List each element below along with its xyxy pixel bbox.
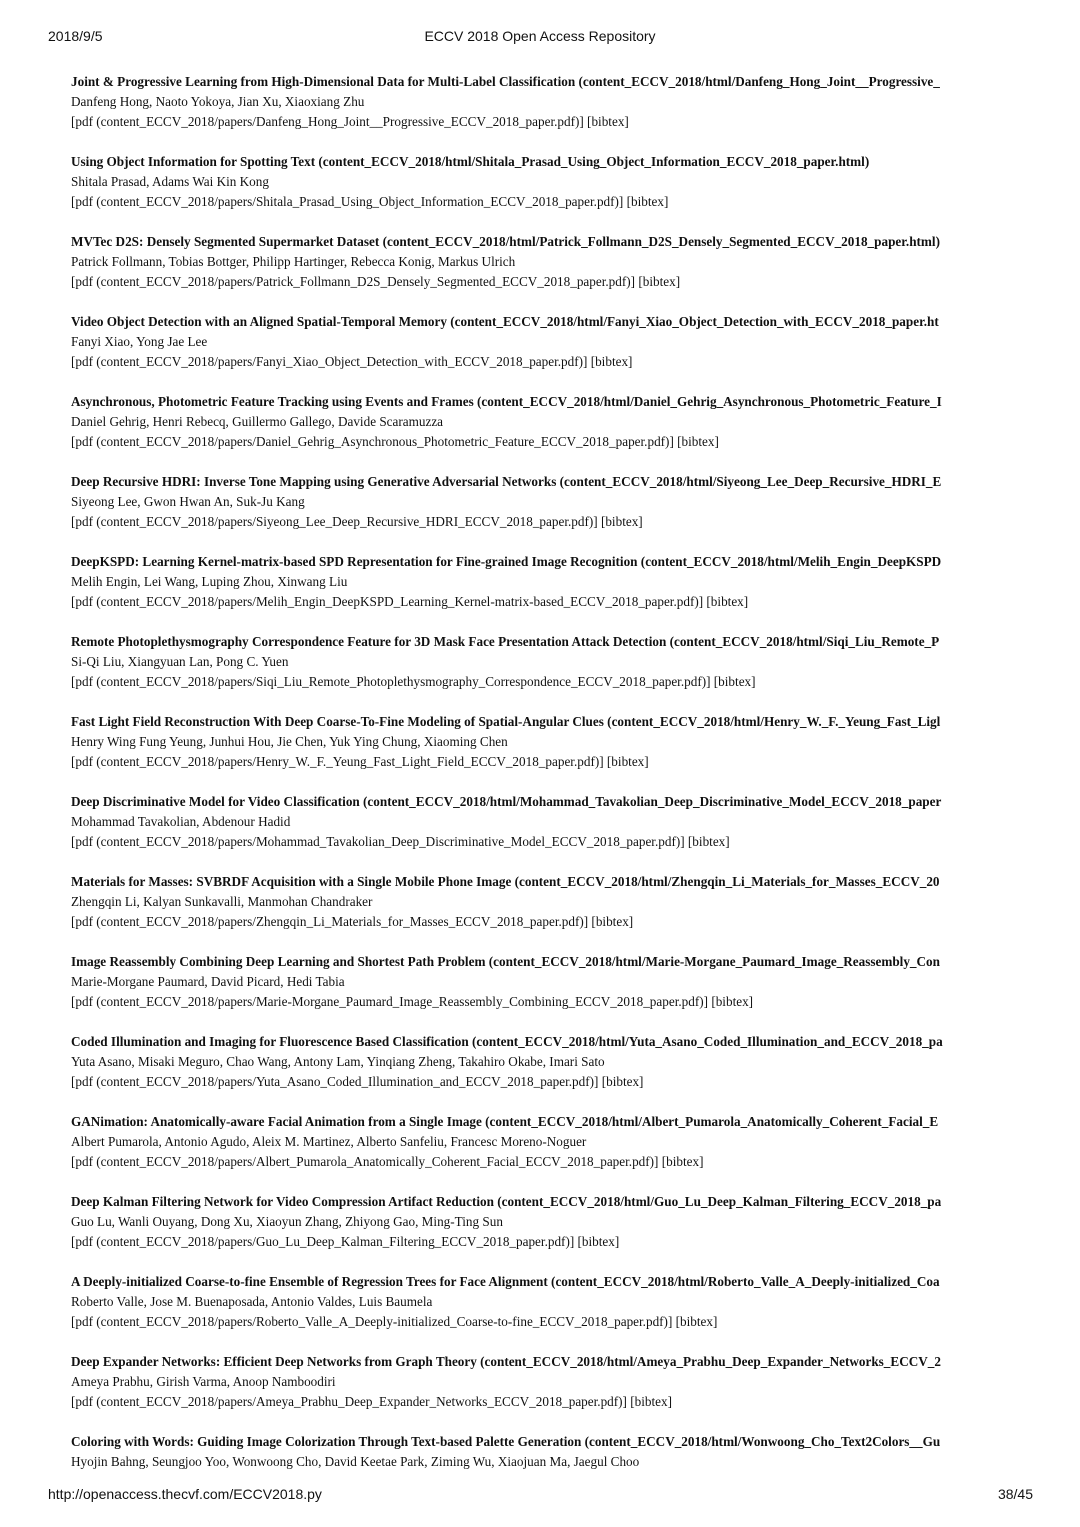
paper-authors: Siyeong Lee, Gwon Hwan An, Suk-Ju Kang — [71, 494, 305, 509]
paper-authors: Shitala Prasad, Adams Wai Kin Kong — [71, 174, 269, 189]
paper-authors: Marie-Morgane Paumard, David Picard, Hedi Tabia — [71, 974, 345, 989]
print-footer — [0, 1484, 1080, 1504]
paper-entry — [71, 392, 1032, 472]
paper-entry — [71, 1352, 1032, 1432]
paper-title-link[interactable]: DeepKSPD: Learning Kernel-matrix-based SPD Representation for Fine-grained Image Recognition (content_ECCV_2018/html/Melih_Engin_DeepKSPD — [71, 554, 942, 569]
paper-links[interactable]: [pdf (content_ECCV_2018/papers/Shitala_Prasad_Using_Object_Information_ECCV_2018_paper.pdf)] [bibtex] — [71, 194, 669, 209]
paper-links[interactable]: [pdf (content_ECCV_2018/papers/Mohammad_Tavakolian_Deep_Discriminative_Model_ECCV_2018_paper.pdf)] [bibtex] — [71, 834, 730, 849]
paper-links[interactable]: [pdf (content_ECCV_2018/papers/Guo_Lu_Deep_Kalman_Filtering_ECCV_2018_paper.pdf)] [bibtex] — [71, 1234, 620, 1249]
paper-authors: Ameya Prabhu, Girish Varma, Anoop Namboodiri — [71, 1374, 336, 1389]
paper-entry — [71, 1272, 1032, 1352]
paper-links[interactable]: [pdf (content_ECCV_2018/papers/Henry_W._F._Yeung_Fast_Light_Field_ECCV_2018_paper.pdf)] [bibtex] — [71, 754, 649, 769]
paper-authors: Guo Lu, Wanli Ouyang, Dong Xu, Xiaoyun Zhang, Zhiyong Gao, Ming-Ting Sun — [71, 1214, 503, 1229]
paper-links[interactable]: [pdf (content_ECCV_2018/papers/Ameya_Prabhu_Deep_Expander_Networks_ECCV_2018_paper.pdf)] [bibtex] — [71, 1394, 672, 1409]
paper-links[interactable]: [pdf (content_ECCV_2018/papers/Yuta_Asano_Coded_Illumination_and_ECCV_2018_paper.pdf)] [bibtex] — [71, 1074, 644, 1089]
paper-links[interactable]: [pdf (content_ECCV_2018/papers/Fanyi_Xiao_Object_Detection_with_ECCV_2018_paper.pdf)] [bibtex] — [71, 354, 633, 369]
paper-list — [71, 72, 1032, 1512]
paper-authors: Si-Qi Liu, Xiangyuan Lan, Pong C. Yuen — [71, 654, 289, 669]
paper-title-link[interactable]: Fast Light Field Reconstruction With Deep Coarse-To-Fine Modeling of Spatial-Angular Clues (content_ECCV_2018/html/Henry_W._F._Yeung_Fast_Ligl — [71, 714, 941, 729]
paper-title-link[interactable]: Image Reassembly Combining Deep Learning and Shortest Path Problem (content_ECCV_2018/html/Marie-Morgane_Paumard_Image_Reassembly_Con — [71, 954, 940, 969]
paper-authors: Yuta Asano, Misaki Meguro, Chao Wang, Antony Lam, Yinqiang Zheng, Takahiro Okabe, Imari Sato — [71, 1054, 605, 1069]
paper-links[interactable]: [pdf (content_ECCV_2018/papers/Marie-Morgane_Paumard_Image_Reassembly_Combining_ECCV_2018_paper.pdf)] [bibtex] — [71, 994, 754, 1009]
paper-entry — [71, 232, 1032, 312]
paper-authors: Hyojin Bahng, Seungjoo Yoo, Wonwoong Cho, David Keetae Park, Ziming Wu, Xiaojuan Ma, Jaegul Choo — [71, 1454, 640, 1469]
paper-title-link[interactable]: Deep Expander Networks: Efficient Deep Networks from Graph Theory (content_ECCV_2018/html/Ameya_Prabhu_Deep_Expander_Networks_ECCV_2 — [71, 1354, 941, 1369]
paper-entry — [71, 552, 1032, 632]
paper-title-link[interactable]: Deep Kalman Filtering Network for Video Compression Artifact Reduction (content_ECCV_2018/html/Guo_Lu_Deep_Kalman_Filtering_ECCV_2018_pa — [71, 1194, 942, 1209]
paper-authors: Patrick Follmann, Tobias Bottger, Philipp Hartinger, Rebecca Konig, Markus Ulrich — [71, 254, 516, 269]
paper-authors: Zhengqin Li, Kalyan Sunkavalli, Manmohan Chandraker — [71, 894, 373, 909]
paper-links[interactable]: [pdf (content_ECCV_2018/papers/Siqi_Liu_Remote_Photoplethysmography_Correspondence_ECCV_2018_paper.pdf)] [bibtex] — [71, 674, 756, 689]
paper-title-link[interactable]: Asynchronous, Photometric Feature Tracking using Events and Frames (content_ECCV_2018/html/Daniel_Gehrig_Asynchronous_Photometric_Feature_I — [71, 394, 942, 409]
paper-title-link[interactable]: Coloring with Words: Guiding Image Colorization Through Text-based Palette Generation (content_ECCV_2018/html/Wonwoong_Cho_Text2Colors__Gu — [71, 1434, 941, 1449]
paper-links[interactable]: [pdf (content_ECCV_2018/papers/Melih_Engin_DeepKSPD_Learning_Kernel-matrix-based_ECCV_2018_paper.pdf)] [bibtex] — [71, 594, 749, 609]
paper-links[interactable]: [pdf (content_ECCV_2018/papers/Patrick_Follmann_D2S_Densely_Segmented_ECCV_2018_paper.pdf)] [bibtex] — [71, 274, 681, 289]
paper-entry — [71, 72, 1032, 152]
paper-entry — [71, 872, 1032, 952]
page-number: 38/45 — [997, 1486, 1033, 1502]
paper-links[interactable]: [pdf (content_ECCV_2018/papers/Zhengqin_Li_Materials_for_Masses_ECCV_2018_paper.pdf)] [bibtex] — [71, 914, 634, 929]
paper-links[interactable]: [pdf (content_ECCV_2018/papers/Siyeong_Lee_Deep_Recursive_HDRI_ECCV_2018_paper.pdf)] [bibtex] — [71, 514, 643, 529]
paper-entry — [71, 712, 1032, 792]
paper-title-link[interactable]: Joint & Progressive Learning from High-Dimensional Data for Multi-Label Classification (content_ECCV_2018/html/Danfeng_Hong_Joint__Progressive_ — [71, 74, 940, 89]
paper-title-link[interactable]: Deep Recursive HDRI: Inverse Tone Mapping using Generative Adversarial Networks (content_ECCV_2018/html/Siyeong_Lee_Deep_Recursive_HDRI_E — [71, 474, 942, 489]
paper-authors: Henry Wing Fung Yeung, Junhui Hou, Jie Chen, Yuk Ying Chung, Xiaoming Chen — [71, 734, 508, 749]
paper-authors: Daniel Gehrig, Henri Rebecq, Guillermo Gallego, Davide Scaramuzza — [71, 414, 444, 429]
paper-entry — [71, 1112, 1032, 1192]
print-header — [0, 26, 1080, 46]
paper-links[interactable]: [pdf (content_ECCV_2018/papers/Albert_Pumarola_Anatomically_Coherent_Facial_ECCV_2018_paper.pdf)] [bibtex] — [71, 1154, 704, 1169]
paper-entry — [71, 792, 1032, 872]
paper-authors: Mohammad Tavakolian, Abdenour Hadid — [71, 814, 291, 829]
paper-title-link[interactable]: Using Object Information for Spotting Text (content_ECCV_2018/html/Shitala_Prasad_Using_Object_Information_ECCV_2018_paper.html) — [71, 154, 870, 169]
paper-entry — [71, 152, 1032, 232]
page-title: ECCV 2018 Open Access Repository — [424, 28, 656, 44]
paper-entry — [71, 632, 1032, 712]
paper-authors: Melih Engin, Lei Wang, Luping Zhou, Xinwang Liu — [71, 574, 348, 589]
paper-title-link[interactable]: Materials for Masses: SVBRDF Acquisition with a Single Mobile Phone Image (content_ECCV_2018/html/Zhengqin_Li_Materials_for_Masses_ECCV_20 — [71, 874, 940, 889]
paper-entry — [71, 1192, 1032, 1272]
page-url: http://openaccess.thecvf.com/ECCV2018.py — [48, 1486, 322, 1502]
paper-title-link[interactable]: Deep Discriminative Model for Video Classification (content_ECCV_2018/html/Mohammad_Tavakolian_Deep_Discriminative_Model_ECCV_2018_paper — [71, 794, 942, 809]
paper-entry — [71, 472, 1032, 552]
paper-links[interactable]: [pdf (content_ECCV_2018/papers/Danfeng_Hong_Joint__Progressive_ECCV_2018_paper.pdf)] [bibtex] — [71, 114, 629, 129]
paper-title-link[interactable]: Remote Photoplethysmography Correspondence Feature for 3D Mask Face Presentation Attack Detection (content_ECCV_2018/html/Siqi_Liu_Remote_P — [71, 634, 940, 649]
paper-links[interactable]: [pdf (content_ECCV_2018/papers/Roberto_Valle_A_Deeply-initialized_Coarse-to-fine_ECCV_2018_paper.pdf)] [bibtex] — [71, 1314, 718, 1329]
paper-links[interactable]: [pdf (content_ECCV_2018/papers/Daniel_Gehrig_Asynchronous_Photometric_Feature_ECCV_2018_paper.pdf)] [bibtex] — [71, 434, 719, 449]
paper-entry — [71, 952, 1032, 1032]
paper-title-link[interactable]: GANimation: Anatomically-aware Facial Animation from a Single Image (content_ECCV_2018/html/Albert_Pumarola_Anatomically_Coherent_Facial_E — [71, 1114, 939, 1129]
paper-authors: Roberto Valle, Jose M. Buenaposada, Antonio Valdes, Luis Baumela — [71, 1294, 433, 1309]
paper-title-link[interactable]: Video Object Detection with an Aligned Spatial-Temporal Memory (content_ECCV_2018/html/Fanyi_Xiao_Object_Detection_with_ECCV_2018_paper.ht — [71, 314, 939, 329]
paper-entry — [71, 312, 1032, 392]
paper-entry — [71, 1032, 1032, 1112]
paper-title-link[interactable]: MVTec D2S: Densely Segmented Supermarket Dataset (content_ECCV_2018/html/Patrick_Follmann_D2S_Densely_Segmented_ECCV_2018_paper.html) — [71, 234, 940, 249]
paper-authors: Fanyi Xiao, Yong Jae Lee — [71, 334, 208, 349]
paper-authors: Danfeng Hong, Naoto Yokoya, Jian Xu, Xiaoxiang Zhu — [71, 94, 365, 109]
print-date: 2018/9/5 — [48, 28, 103, 44]
paper-title-link[interactable]: Coded Illumination and Imaging for Fluorescence Based Classification (content_ECCV_2018/html/Yuta_Asano_Coded_Illumination_and_ECCV_2018_pa — [71, 1034, 943, 1049]
paper-authors: Albert Pumarola, Antonio Agudo, Aleix M. Martinez, Alberto Sanfeliu, Francesc Moreno-Noguer — [71, 1134, 587, 1149]
paper-title-link[interactable]: A Deeply-initialized Coarse-to-fine Ensemble of Regression Trees for Face Alignment (content_ECCV_2018/html/Roberto_Valle_A_Deeply-initialized_Coa — [71, 1274, 940, 1289]
